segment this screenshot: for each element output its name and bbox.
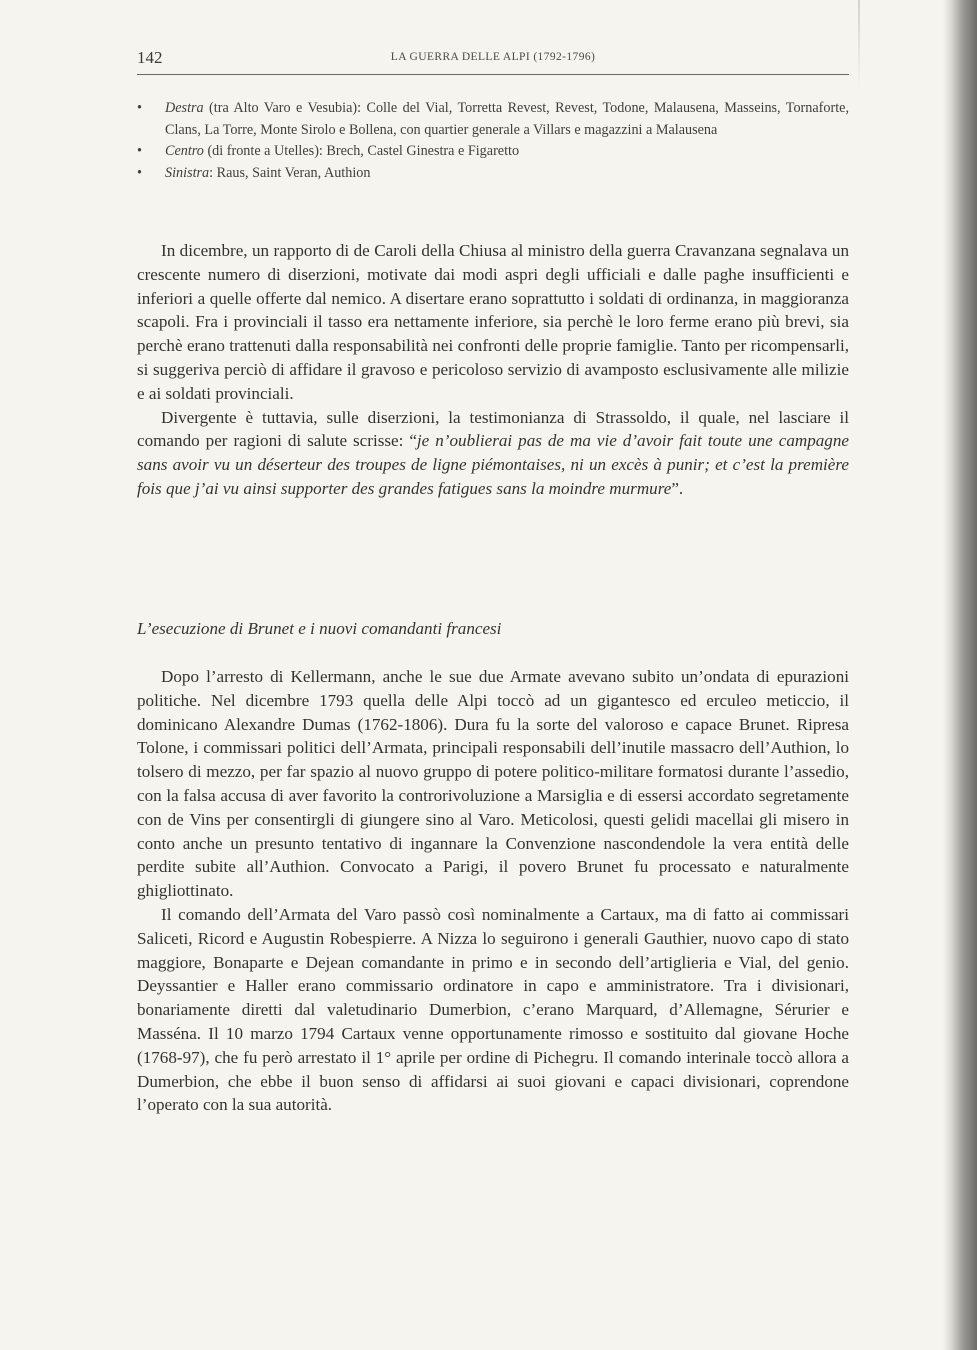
- quote-outro: ”.: [671, 478, 684, 498]
- list-item: [137, 98, 849, 141]
- page-crease-shadow: [858, 0, 860, 90]
- section-heading: L’esecuzione di Brunet e i nuovi comandanti francesi: [137, 619, 502, 638]
- page-number: 142: [137, 48, 163, 67]
- bullet-label: Destra: [165, 100, 204, 116]
- bullet-text: (di fronte a Utelles): Brech, Castel Ginestra e Figaretto: [203, 143, 520, 160]
- bullet-icon: •: [137, 164, 142, 181]
- list-item: [137, 163, 849, 185]
- paragraph: Dopo l’arresto di Kellermann, anche le sue due Armate avevano subito un’ondata di epurazioni politiche. Nel dicembre 1793 quella delle Alpi toccò ad un gigantesco ed erculeo meticcio, il dominicano Alexandre Dumas (1762-1806). Dura fu la sorte del valoroso e capace Brunet. Ripresa Tolone, i commissari politici dell’Armata, principali responsabili dell’inutile massacro dell’Authion, lo tolsero di mezzo, per far spazio al nuovo gruppo di potere politico-militare formatosi durante l’assedio, con la falsa accusa di aver favorito la controrivoluzione a Marsiglia e di essersi accordato segretamente con de Vins per consentirgli di giungere sino al Varo. Meticolosi, questi gelidi macellai gli misero in conto anche un presunto tentativo di ingannare la Convenzione nascondendole la vera entità delle perdite subite all’Authion. Convocato a Parigi, il povero Brunet fu processato e naturalmente ghigliottinato.: [137, 667, 849, 901]
- bullet-label: Sinistra: [165, 164, 210, 181]
- french-quote: je n’oublierai pas de ma vie d’avoir fait toute une campagne sans avoir vu un déserteur des troupes de ligne piémontaises, ni un excès à punir; et c’est la première fois que j’ai vu ainsi supporter des grandes fatigues sans la moindre murmure: [137, 431, 849, 498]
- paragraph: Il comando dell’Armata del Varo passò così nominalmente a Cartaux, ma di fatto ai commissari Saliceti, Ricord e Augustin Robespierre. A Nizza lo seguirono i generali Gauthier, nuovo capo di stato maggiore, Bonaparte e Dejean comandante in primo e in secondo dell’artiglieria e Vial, del genio. Deyssantier e Haller erano commissario ordinatore in capo e amministratore. Tra i divisionari, bonariamente diretti dal valetudinario Dumerbion, c’erano Marquard, d’Allemagne, Sérurier e Masséna. Il 10 marzo 1794 Cartaux venne opportunamente rimosso e sostituito dal giovane Hoche (1768-97), che fu però arrestato il 1° aprile per ordine di Pichegru. Il comando interinale toccò allora a Dumerbion, che ebbe il buon senso di affidarsi ai suoi giovani e capaci divisionari, coprendone l’operato con la sua autorità.: [137, 904, 849, 1115]
- bullet-label: Centro: [165, 143, 204, 160]
- paragraph-quote: [137, 406, 849, 501]
- running-header: [137, 48, 849, 75]
- bullet-text: : Raus, Saint Veran, Authion: [209, 164, 371, 181]
- list-item: [137, 141, 849, 163]
- sector-bullet-list: [137, 98, 849, 184]
- running-title: LA GUERRA DELLE ALPI (1792-1796): [390, 51, 596, 63]
- paragraph: In dicembre, un rapporto di de Caroli della Chiusa al ministro della guerra Cravanzana segnalava un crescente numero di diserzioni, motivate dai modi aspri degli ufficiali e dalle paghe insufficienti e inferiori a quelle offerte dal nemico. A disertare erano soprattutto i soldati di ordinanza, in maggioranza scapoli. Fra i provinciali il tasso era nettamente inferiore, sia perchè le loro ferme erano più brevi, sia perchè erano trattenuti dalla responsabilità nei confronti delle proprie famiglie. Tanto per ricompensarli, si suggeriva perciò di affidare il gravoso e pericoloso servizio di avamposto esclusivamente alle milizie e ai soldati provinciali.: [137, 241, 849, 403]
- bullet-text: (tra Alto Varo e Vesubia): Colle del Vial, Torretta Revest, Revest, Todone, Malausena, Masseins, Tornaforte, Clans, La Torre, Monte Sirolo e Bollena, con quartier generale a Villars e magazzini a Malausena: [165, 100, 849, 138]
- book-spine-shadow: [943, 0, 977, 1350]
- bullet-icon: •: [137, 143, 142, 160]
- bullet-icon: •: [137, 100, 142, 116]
- quote-intro: Divergente è tuttavia, sulle diserzioni, la testimonianza di Strassoldo, il quale, nel lasciare il comando per ragioni di salute scrisse: “: [137, 407, 849, 451]
- text-block-brunet: [137, 665, 849, 1117]
- text-block-desertions: [137, 239, 849, 501]
